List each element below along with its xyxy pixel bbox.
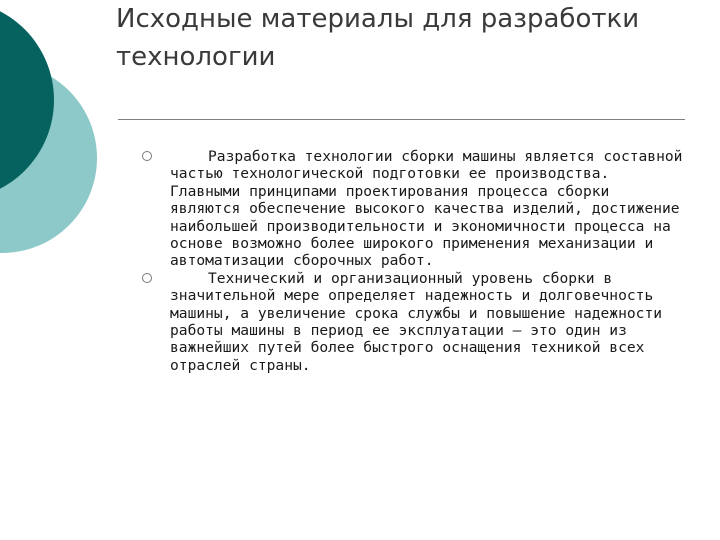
bullet-text: Технический и организационный уровень сборки в значительной мере определяет надежность и долговечность машины, а увеличение срока службы и повышение надежности работы машины в период ее эксплуатации – это один из важнейших путей более быстрого оснащения техникой всех отраслей страны. — [170, 269, 663, 374]
hollow-circle-bullet-icon — [142, 273, 152, 283]
list-item — [142, 148, 687, 270]
bullet-list — [142, 148, 687, 374]
decorative-circles — [0, 0, 110, 300]
hollow-circle-bullet-icon — [142, 151, 152, 161]
title-divider — [118, 119, 685, 120]
slide-title: Исходные материалы для разработки технологии — [116, 4, 640, 72]
list-item — [142, 270, 687, 374]
bullet-text: Разработка технологии сборки машины является составной частью технологической подготовки ее производства. Главными принципами проектирования процесса сборки являются обеспечение высокого качества изделий, достижение наибольшей производительности и экономичности процесса на основе возможно более широкого применения механизации и автоматизации сборочных работ. — [170, 148, 683, 270]
